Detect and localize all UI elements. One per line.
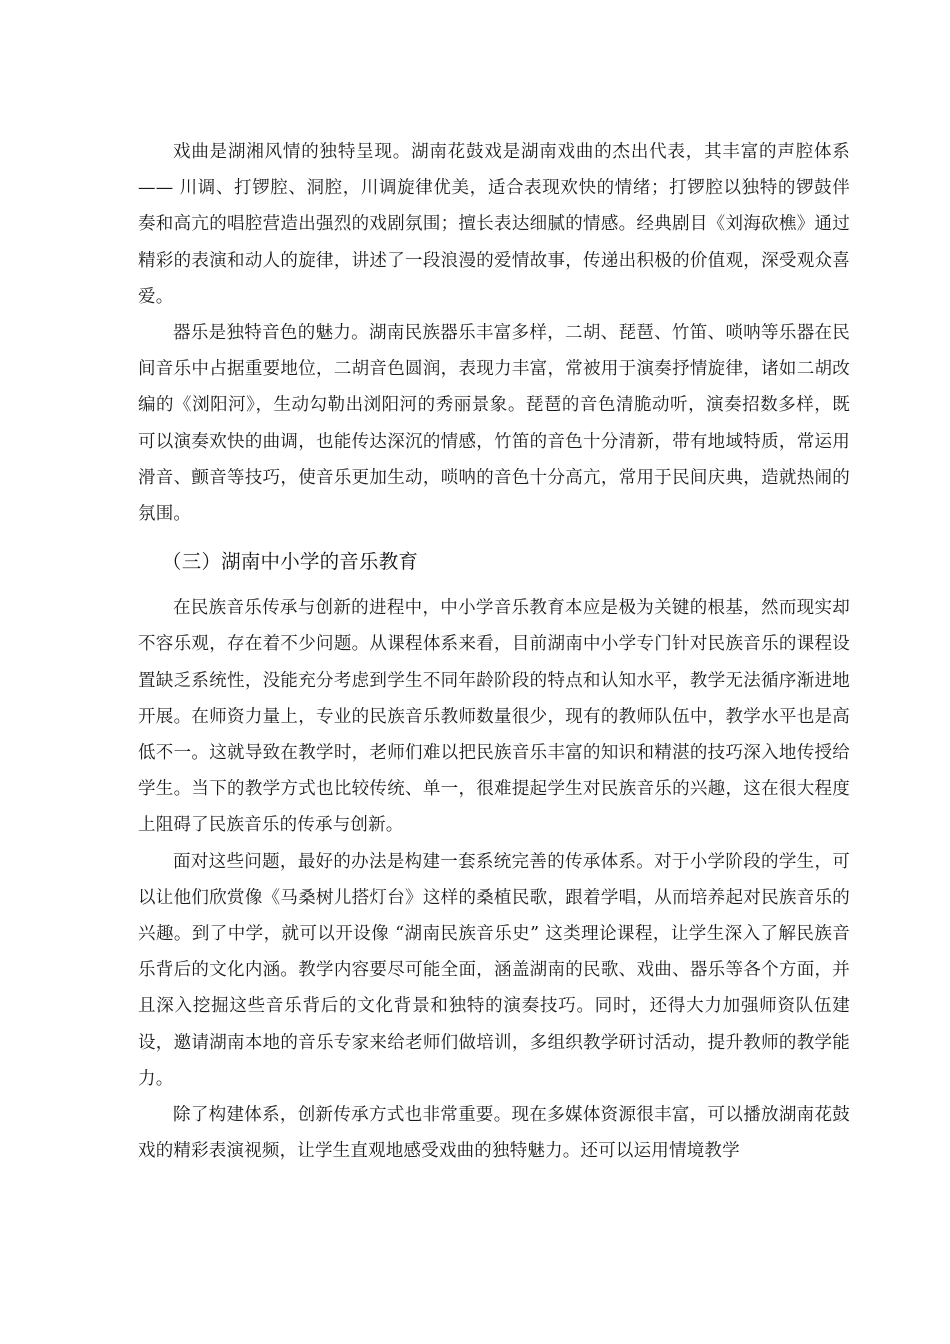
document-body (138, 134, 850, 1169)
paragraph-innovation: 除了构建体系，创新传承方式也非常重要。现在多媒体资源很丰富，可以播放湖南花鼓戏的精彩表演视频，让学生直观地感受戏曲的独特魅力。还可以运用情境教学 (138, 1105, 850, 1162)
paragraph-education-problems: 在民族音乐传承与创新的进程中，中小学音乐教育本应是极为关键的根基，然而现实却不容乐观，存在着不少问题。从课程体系来看，目前湖南中小学专门针对民族音乐的课程设置缺乏系统性，没能充分考虑到学生不同年龄阶段的特点和认知水平，教学无法循序渐进地开展。在师资力量上，专业的民族音乐教师数量很少，现有的教师队伍中，教学水平也是高低不一。这就导致在教学时，老师们难以把民族音乐丰富的知识和精湛的技巧深入地传授给学生。当下的教学方式也比较传统、单一，很难提起学生对民族音乐的兴趣，这在很大程度上阻碍了民族音乐的传承与创新。 (138, 598, 850, 836)
paragraph-education-solutions: 面对这些问题，最好的办法是构建一套系统完善的传承体系。对于小学阶段的学生，可以让他们欣赏像《马桑树儿搭灯台》这样的桑植民歌，跟着学唱，从而培养起对民族音乐的兴趣。到了中学，就可以开设像 “湖南民族音乐史” 这类理论课程，让学生深入了解民族音乐背后的文化内涵。教学内容要尽可能全面，涵盖湖南的民歌、戏曲、器乐等各个方面，并且深入挖掘这些音乐背后的文化背景和独特的演奏技巧。同时，还得大力加强师资队伍建设，邀请湖南本地的音乐专家来给老师们做培训，多组织教学研讨活动，提升教师的教学能力。 (138, 851, 850, 1089)
section-heading: （三）湖南中小学的音乐教育 (162, 550, 419, 574)
paragraph-opera: 戏曲是湖湘风情的独特呈现。湖南花鼓戏是湖南戏曲的杰出代表，其丰富的声腔体系 —— 川调、打锣腔、洞腔，川调旋律优美，适合表现欢快的情绪；打锣腔以独特的锣鼓伴奏和高亢的唱腔营造出强烈的戏剧氛围；擅长表达细腻的情感。经典剧目《刘海砍樵》通过精彩的表演和动人的旋律，讲述了一段浪漫的爱情故事，传递出积极的价值观，深受观众喜爱。 (138, 142, 850, 307)
paragraph-instrumental: 器乐是独特音色的魅力。湖南民族器乐丰富多样，二胡、琵琶、竹笛、唢呐等乐器在民间音乐中占据重要地位，二胡音色圆润，表现力丰富，常被用于演奏抒情旋律，诸如二胡改编的《浏阳河》，生动勾勒出浏阳河的秀丽景象。琵琶的音色清脆动听，演奏招数多样，既可以演奏欢快的曲调，也能传达深沉的情感，竹笛的音色十分清新，带有地域特质，常运用滑音、颤音等技巧，使音乐更加生动，唢呐的音色十分高亢，常用于民间庆典，造就热闹的氛围。 (138, 323, 850, 525)
